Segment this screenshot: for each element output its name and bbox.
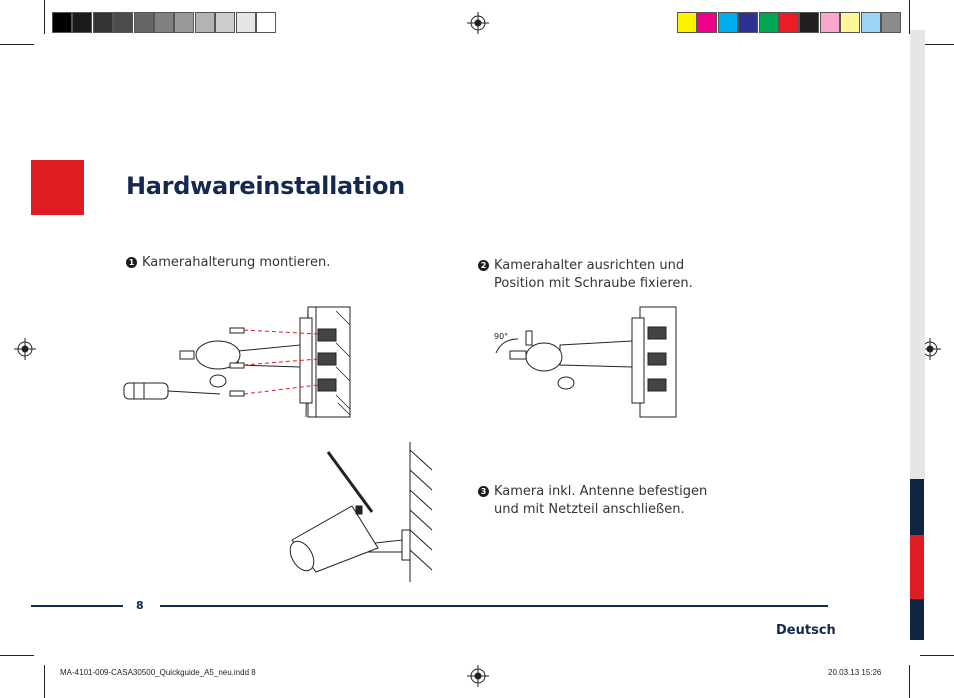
cmyk-color-bar — [677, 12, 901, 33]
color-swatch — [820, 12, 840, 33]
step-2-text-line-1: Kamerahalter ausrichten und — [494, 258, 685, 273]
color-swatch — [759, 12, 779, 33]
color-swatch — [881, 12, 901, 33]
color-swatch — [738, 12, 758, 33]
figure-camera-mounted — [282, 440, 442, 585]
chapter-tab-active — [910, 535, 924, 599]
color-swatch — [779, 12, 799, 33]
color-swatch — [840, 12, 860, 33]
crop-mark-bl-h — [0, 655, 34, 656]
crop-mark-tl-h — [0, 44, 34, 45]
page-title: Hardwareinstallation — [126, 172, 405, 200]
step-1-text: Kamerahalterung montieren. — [142, 255, 331, 270]
crop-mark-br-v — [909, 665, 910, 698]
figure-mount-bracket — [120, 303, 355, 421]
section-marker — [31, 160, 84, 215]
step-number: 2 — [478, 260, 489, 271]
grayscale-color-bar — [52, 12, 276, 33]
color-swatch — [154, 12, 174, 33]
crop-mark-br-h — [920, 655, 954, 656]
step-3-text-line-1: Kamera inkl. Antenne befestigen — [494, 484, 708, 499]
registration-mark-bottom — [467, 665, 489, 687]
step-3-text-line-2: und mit Netzteil anschließen. — [494, 502, 685, 517]
page-number: 8 — [136, 599, 144, 612]
crop-mark-tr-v — [909, 0, 910, 34]
color-swatch — [93, 12, 113, 33]
color-swatch — [861, 12, 881, 33]
color-swatch — [799, 12, 819, 33]
color-swatch — [113, 12, 133, 33]
color-swatch — [677, 12, 697, 33]
registration-mark-left — [14, 338, 36, 360]
color-swatch — [134, 12, 154, 33]
footer-rule-left — [31, 605, 123, 607]
figure-bracket-adjust — [490, 303, 680, 421]
angle-label: 90° — [494, 332, 509, 341]
language-label: Deutsch — [776, 623, 836, 638]
footer-rule-right — [160, 605, 828, 607]
color-swatch — [697, 12, 717, 33]
screwdriver-icon — [124, 383, 220, 399]
crop-mark-bl-v — [44, 665, 45, 698]
color-swatch — [215, 12, 235, 33]
color-swatch — [256, 12, 276, 33]
color-swatch — [718, 12, 738, 33]
crop-mark-tr-h — [920, 44, 954, 45]
color-swatch — [236, 12, 256, 33]
step-3 — [478, 483, 707, 519]
antenna — [328, 452, 372, 512]
color-swatch — [72, 12, 92, 33]
color-swatch — [174, 12, 194, 33]
step-number: 1 — [126, 257, 137, 268]
chapter-tab — [910, 479, 924, 535]
page-edge-strip — [910, 30, 925, 479]
step-1 — [126, 254, 330, 272]
slug-filename: MA-4101-009-CASA30500_Quickguide_A5_neu.indd 8 — [60, 668, 256, 677]
step-2 — [478, 257, 693, 293]
crop-mark-tl-v — [44, 0, 45, 34]
registration-mark-top — [467, 12, 489, 34]
color-swatch — [52, 12, 72, 33]
step-number: 3 — [478, 486, 489, 497]
step-2-text-line-2: Position mit Schraube fixieren. — [494, 276, 693, 291]
chapter-tab — [910, 599, 924, 640]
slug-date: 20.03.13 15:26 — [828, 668, 882, 677]
wall-section — [306, 307, 350, 417]
color-swatch — [195, 12, 215, 33]
